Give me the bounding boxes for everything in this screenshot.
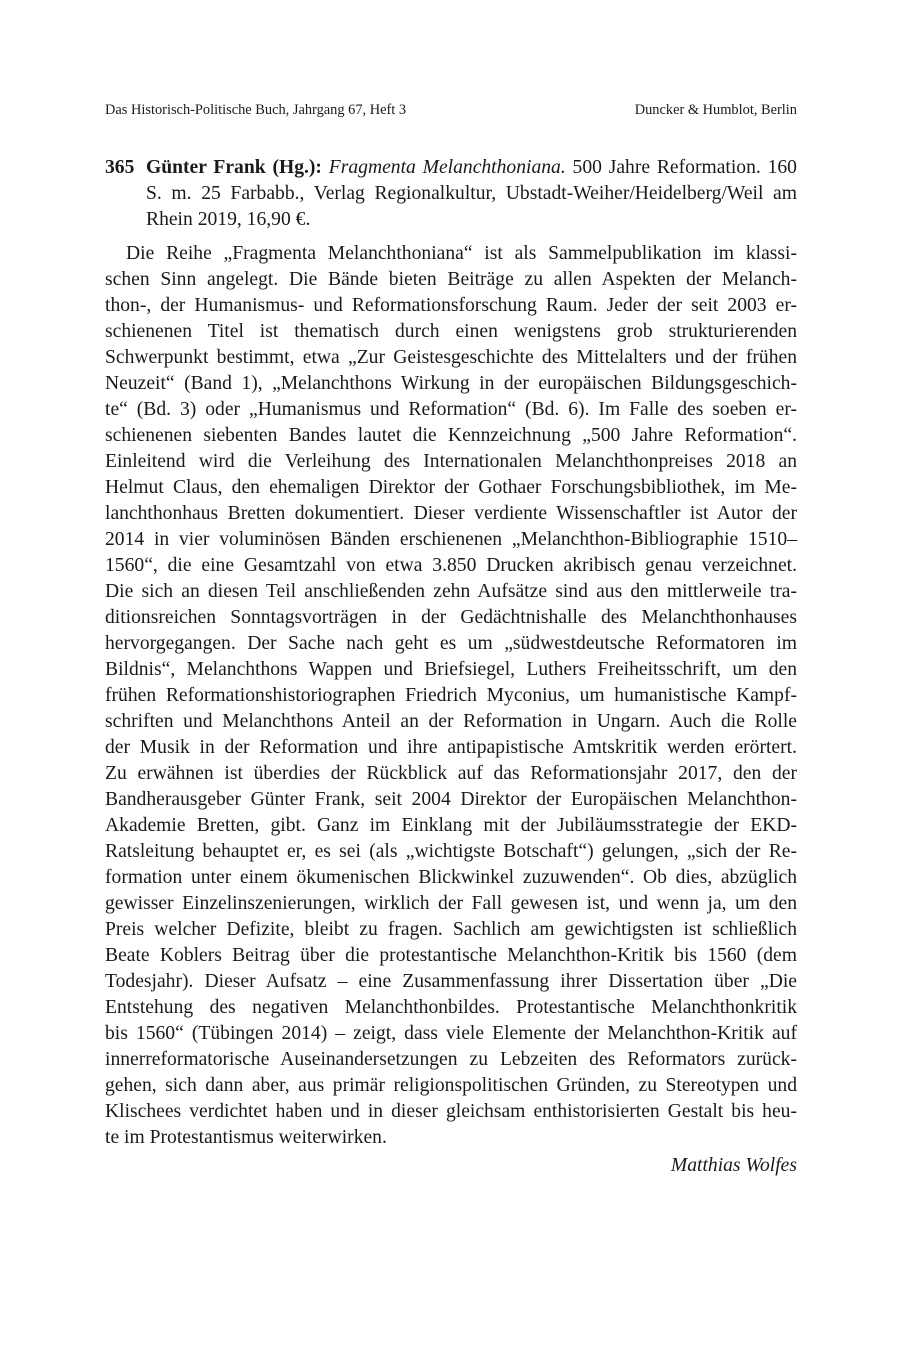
review-line: frühen Reformationshistoriographen Friedrich Myconius, um humanistische Kampf- <box>105 685 797 706</box>
journal-title: Das Historisch-Politische Buch, Jahrgang 67, Heft 3 <box>105 102 407 118</box>
review-line: ditionsreichen Sonntagsvorträgen in der Gedächtnishalle des Melanchthonhauses <box>105 607 797 628</box>
review-line: Schwerpunkt bestimmt, etwa „Zur Geistesgeschichte des Mittelalters und der frühen <box>105 347 797 368</box>
review-line: Helmut Claus, den ehemaligen Direktor der Gothaer Forschungsbibliothek, im Me- <box>105 477 797 498</box>
review-line: lanchthonhaus Bretten dokumentiert. Dieser verdiente Wissenschaftler ist Autor der <box>105 503 797 524</box>
running-header <box>105 101 797 119</box>
review-line: thon-, der Humanismus- und Reformationsforschung Raum. Jeder der seit 2003 er- <box>105 295 797 316</box>
review-line: Zu erwähnen ist überdies der Rückblick auf das Reformationsjahr 2017, den der <box>105 763 797 784</box>
reviewer-name: Matthias Wolfes <box>670 1155 797 1176</box>
review-line: Klischees verdichtet haben und in dieser gleichsam enthistorisierten Gestalt bis heu- <box>105 1101 797 1122</box>
review-line: schienenen siebenten Bandes lautet die Kennzeichnung „500 Jahre Reformation“. <box>105 425 797 446</box>
review-line: bis 1560“ (Tübingen 2014) – zeigt, dass viele Elemente der Melanchthon-Kritik auf <box>105 1023 797 1044</box>
review-line: 2014 in vier voluminösen Bänden erschienenen „Melanchthon-Bibliographie 1510– <box>105 529 797 550</box>
editor-name: Günter Frank (Hg.): <box>146 157 322 178</box>
review-line: Akademie Bretten, gibt. Ganz im Einklang mit der Jubiläumsstrategie der EKD- <box>105 815 797 836</box>
review-line: Beate Koblers Beitrag über die protestantische Melanchthon-Kritik bis 1560 (dem <box>105 945 797 966</box>
bibliographic-citation <box>105 155 797 233</box>
review-line: 1560“, die eine Gesamtzahl von etwa 3.850 Drucken akribisch genau verzeichnet. <box>105 555 797 576</box>
entry-number: 365 <box>105 157 135 178</box>
review-line: te“ (Bd. 3) oder „Humanismus und Reformation“ (Bd. 6). Im Falle des soeben er- <box>105 399 797 420</box>
review-line: Die sich an diesen Teil anschließenden zehn Aufsätze sind aus den mittlerweile tra- <box>105 581 797 602</box>
review-line: schriften und Melanchthons Anteil an der Reformation in Ungarn. Auch die Rolle <box>105 711 797 732</box>
review-line: Neuzeit“ (Band 1), „Melanchthons Wirkung in der europäischen Bildungsgeschich- <box>105 373 797 394</box>
review-line: formation unter einem ökumenischen Blickwinkel zuzuwenden“. Ob dies, abzüglich <box>105 867 797 888</box>
review-text <box>105 241 797 1151</box>
review-line: hervorgegangen. Der Sache nach geht es um „südwestdeutsche Reformatoren im <box>105 633 797 654</box>
publisher-name: Duncker & Humblot, Berlin <box>634 102 797 118</box>
review-line: Ratsleitung behauptet er, es sei (als „wichtigste Botschaft“) gelungen, „sich der Re- <box>105 841 797 862</box>
review-line: Einleitend wird die Verleihung des Internationalen Melanchthonpreises 2018 an <box>105 451 797 472</box>
review-line: Todesjahr). Dieser Aufsatz – eine Zusammenfassung ihrer Dissertation über „Die <box>105 971 797 992</box>
review-line: innerreformatorische Auseinandersetzungen zu Lebzeiten des Reformators zurück- <box>105 1049 797 1070</box>
review-line: Bildnis“, Melanchthons Wappen und Briefsiegel, Luthers Freiheitsschrift, um den <box>105 659 797 680</box>
review-line: Preis welcher Defizite, bleibt zu fragen. Sachlich am gewichtigsten ist schließlich <box>105 919 797 940</box>
review-line: Die Reihe „Fragmenta Melanchthoniana“ ist als Sammelpublikation im klassi- <box>126 243 797 264</box>
review-line: Entstehung des negativen Melanchthonbildes. Protestantische Melanchthonkritik <box>105 997 797 1018</box>
publication-details: 500 Jahre Reformation. 160 S. m. 25 Farbabb., Verlag Regionalkultur, Ubstadt-Weiher/Heidelberg/Weil am Rhein 2019, 16,90 €. <box>146 157 797 230</box>
review-line: schienenen Titel ist thematisch durch einen wenigstens grob strukturierenden <box>105 321 797 342</box>
review-line: Bandherausgeber Günter Frank, seit 2004 Direktor der Europäischen Melanchthon- <box>105 789 797 810</box>
review-line: gewisser Einzelinszenierungen, wirklich der Fall gewesen ist, und wenn ja, um den <box>105 893 797 914</box>
review-line: gehen, sich dann aber, aus primär religionspolitischen Gründen, zu Stereotypen und <box>105 1075 797 1096</box>
review-line: te im Protestantismus weiterwirken. <box>105 1127 387 1148</box>
review-entry <box>105 155 797 1179</box>
book-title: Fragmenta Melanchthoniana. <box>328 157 566 178</box>
review-line: der Musik in der Reformation und ihre antipapistische Amtskritik werden erörtert. <box>105 737 797 758</box>
review-line: schen Sinn angelegt. Die Bände bieten Beiträge zu allen Aspekten der Melanch- <box>105 269 797 290</box>
